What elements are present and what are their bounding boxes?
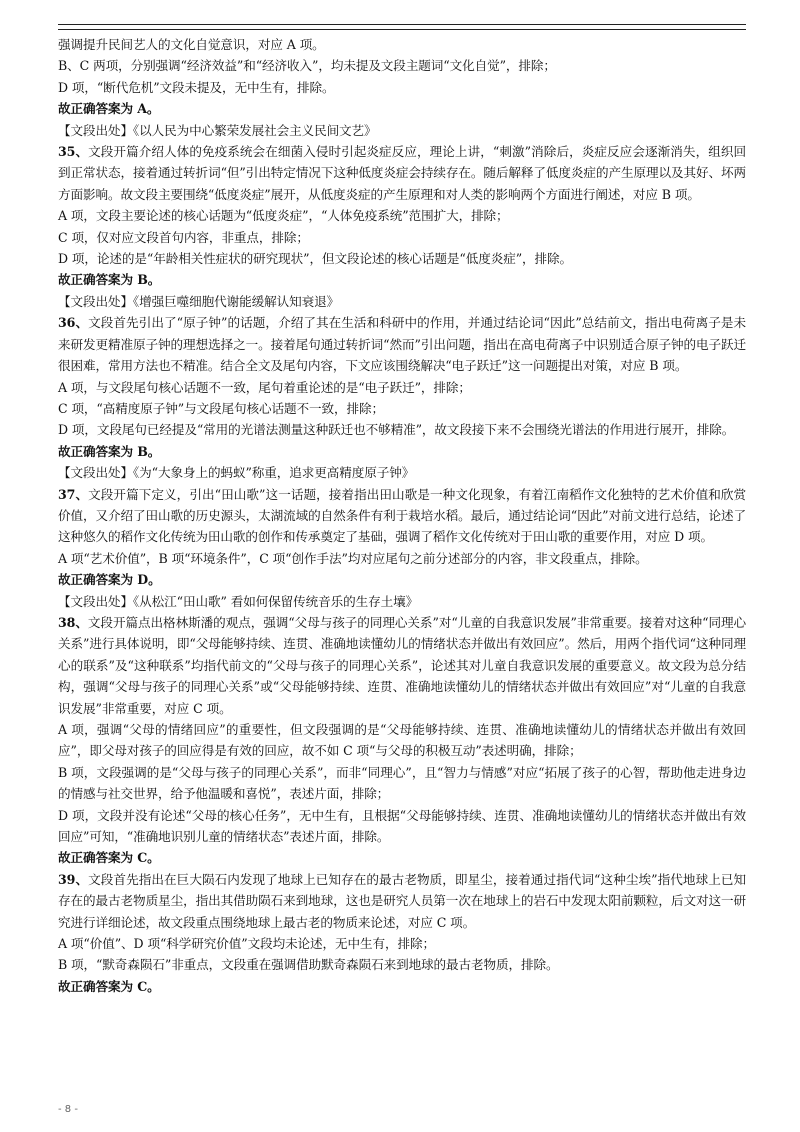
paragraph: A 项，与文段尾句核心话题不一致，尾句着重论述的是“电子跃迁”，排除； [58, 379, 471, 395]
question-number: 37、 [58, 486, 89, 502]
question-text: 文段首先指出在巨大陨石内发现了地球上已知存在的最古老物质，即星尘，接着通过指代词“这种尘埃”指代地球上已知存在的最古老物质星尘，指出其借助陨石来到地球，这也是研究人员第一次在地球上的岩石中发现太阳前颗粒，后文对这一研究进行详细论述，故文段重点围绕地球上最古老的物质来论述，对应 C 项。 [58, 871, 747, 930]
question-analysis [58, 312, 746, 376]
question-analysis [58, 484, 746, 548]
paragraph: D 项，文段并没有论述“父母的核心任务”，无中生有，且根据“父母能够持续、连贯、准确地读懂幼儿的情绪状态并做出有效回应”可知，“准确地识别儿童的情绪状态”表述片面，排除。 [58, 807, 746, 845]
paragraph: 强调提升民间艺人的文化自觉意识，对应 A 项。 [58, 37, 325, 52]
paragraph: C 项，“高精度原子钟”与文段尾句核心话题不一致，排除； [58, 400, 384, 416]
answer-line: 故正确答案为 C。 [58, 978, 160, 994]
paragraph: 【文段出处】《从松江“田山歌” 看如何保留传统音乐的生存土壤》 [58, 593, 419, 609]
question-analysis [58, 869, 746, 933]
question-text: 文段首先引出了“原子钟”的话题，介绍了其在生活和科研中的作用，并通过结论词“因此”总结前文，指出电荷离子是未来研发更精准原子钟的理想选择之一。接着尾句通过转折词“然而”引出问题，指出在高电荷离子中识别适合原子钟的电子跃迁很困难，常用方法也不精准。结合全文及尾句内容，下文应该围绕解决“电子跃迁”这一问题提出对策，对应 B 项。 [58, 315, 746, 374]
paragraph: A 项，强调“父母的情绪回应”的重要性，但文段强调的是“父母能够持续、连贯、准确地读懂幼儿的情绪状态并做出有效回应”，即父母对孩子的回应得是有效的回应，故不如 C 项“与父母的积极互动”表述明确，排除； [58, 722, 746, 759]
paragraph: C 项，仅对应文段首句内容，非重点，排除； [58, 229, 309, 245]
paragraph: B 项，文段强调的是“父母与孩子的同理心关系”，而非“同理心”，且“智力与情感”对应“拓展了孩子的心智，帮助他走进身边的情感与社交世界，给予他温暖和喜悦”，表述片面，排除； [58, 764, 746, 802]
question-number: 39、 [58, 871, 89, 887]
paragraph: D 项，论述的是“年龄相关性症状的研究现状”，但文段论述的核心话题是“低度炎症”，排除。 [58, 251, 573, 267]
answer-line: 故正确答案为 B。 [58, 443, 161, 459]
paragraph: B 项，“默奇森陨石”非重点，文段重在强调借助默奇森陨石来到地球的最古老物质，排除。 [58, 957, 559, 973]
header-rule-bottom [58, 29, 746, 30]
paragraph: D 项，“断代危机”文段未提及，无中生有，排除。 [58, 79, 335, 95]
question-text: 文段开篇介绍人体的免疫系统会在细菌入侵时引起炎症反应，理论上讲，“刺激”消除后，炎症反应会逐渐消失，组织回到正常状态，接着通过转折词“但”引出特定情况下这种低度炎症会持续存在。随后解释了低度炎症的产生原理以及其好、坏两方面影响。故文段主要围绕“低度炎症”展开，从低度炎症的产生原理和对人类的影响两个方面进行阐述，对应 B 项。 [58, 144, 747, 202]
answer-line: 故正确答案为 C。 [58, 850, 160, 866]
answer-line: 故正确答案为 D。 [58, 572, 161, 588]
answer-line: 故正确答案为 B。 [58, 272, 161, 288]
paragraph: 【文段出处】《增强巨噬细胞代谢能缓解认知衰退》 [58, 293, 340, 309]
question-number: 36、 [58, 315, 89, 331]
answer-line: 故正确答案为 A。 [58, 101, 160, 117]
paragraph: 【文段出处】《以人民为中心繁荣发展社会主义民间文艺》 [58, 122, 377, 138]
paragraph: D 项，文段尾句已经提及“常用的光谱法测量这种跃迁也不够精准”，故文段接下来不会围绕光谱法的作用进行展开，排除。 [58, 422, 735, 438]
question-text: 文段开篇下定义，引出“田山歌”这一话题，接着指出田山歌是一种文化现象，有着江南稻作文化独特的艺术价值和欣赏价值，又介绍了田山歌的历史源头，太湖流域的自然条件有利于栽培水稻。最后，通过结论词“因此”对前文进行总结，论述了这种悠久的稻作文化传统为田山歌的创作和传承奠定了基础，强调了稻作文化传统对于田山歌的重要作用，对应 D 项。 [58, 486, 747, 545]
question-number: 35、 [58, 144, 89, 160]
page-number: - 8 - [58, 1104, 78, 1115]
question-number: 38、 [58, 614, 88, 630]
question-analysis [58, 612, 746, 719]
paragraph: B、C 两项，分别强调“经济效益”和“经济收入”，均未提及文段主题词“文化自觉”，排除； [58, 58, 556, 74]
paragraph: A 项“价值”、D 项“科学研究价值”文段均未论述，无中生有，排除； [58, 936, 435, 952]
paragraph: 【文段出处】《为“大象身上的蚂蚁”称重，追求更高精度原子钟》 [58, 465, 415, 481]
header-rule-top [58, 24, 746, 25]
paragraph: A 项“艺术价值”，B 项“环境条件”，C 项“创作手法”均对应尾句之前分述部分的内容，非文段重点，排除。 [58, 550, 648, 566]
document-body [58, 34, 746, 997]
question-analysis [58, 141, 746, 205]
question-text: 文段开篇点出格林斯潘的观点，强调“父母与孩子的同理心关系”对“儿童的自我意识发展”非常重要。接着对这种“同理心关系”进行具体说明，即“父母能够持续、连贯、准确地读懂幼儿的情绪状态并做出有效回应”。然后，用两个指代词“这种同理心的联系”及“这种联系”均指代前文的“父母与孩子的同理心关系”，论述其对儿童自我意识发展的重要意义。故文段为总分结构，强调“父母与孩子的同理心关系”或“父母能够持续、连贯、准确地读懂幼儿的情绪状态并做出有效回应”对“儿童的自我意识发展”非常重要，对应 C 项。 [58, 614, 746, 716]
paragraph: A 项，文段主要论述的核心话题为“低度炎症”，“人体免疫系统”范围扩大，排除； [58, 208, 509, 224]
